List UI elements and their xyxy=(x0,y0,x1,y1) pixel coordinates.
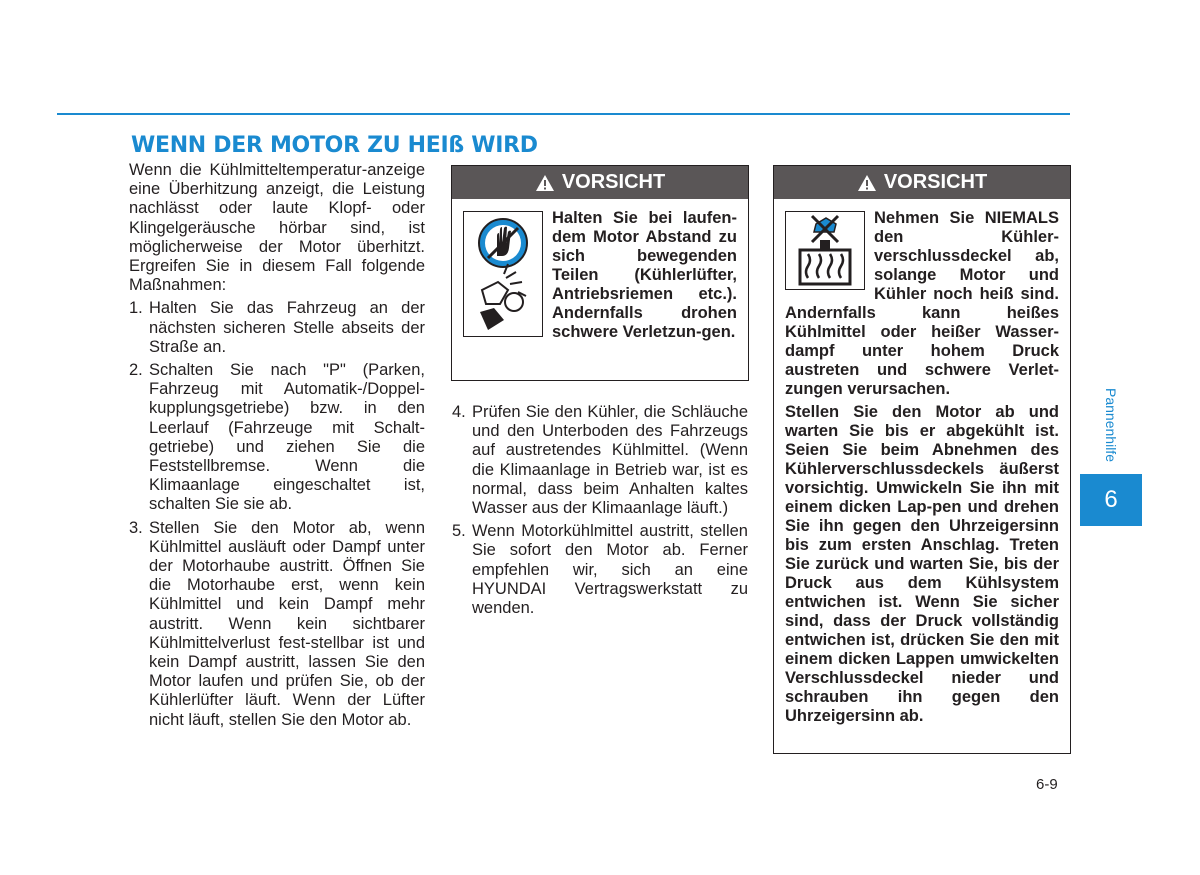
continued-steps-column xyxy=(452,403,748,622)
step-text: Stellen Sie den Motor ab, wenn Kühlmittel ausläuft oder Dampf unter der Motorhaube austritt. Öffnen Sie die Motorhaube erst, wenn kein Kühlmittel und kein Dampf mehr austritt. Wenn kein sichtbarer Kühlmittelverlust fest-stellbar ist und kein Dampf austritt, lassen Sie den Motor laufen und prüfen Sie, ob der Kühlerlüfter läuft. Wenn der Lüfter nicht läuft, stellen Sie den Motor ab. xyxy=(149,518,425,729)
caution-text-2: Stellen Sie den Motor ab und warten Sie bis er abgekühlt ist. Seien Sie beim Abnehmen des Kühlerverschlussdeckels äußerst vorsichtig. Umwickeln Sie ihn mit einem dicken Lap-pen und drehen Sie ihn gegen den Uhrzeigersinn bis zum ersten Anschlag. Treten Sie zurück und warten Sie, bis der Druck aus dem Kühlsystem entwichen ist. Wenn Sie sicher sind, dass der Druck vollständig entwichen ist, drücken Sie den mit einem dicken Lappen umwickelten Verschlussdeckel nieder und schrauben ihn gegen den Uhrzeigersinn ab. xyxy=(785,403,1059,725)
caution-text: Halten Sie bei laufen-dem Motor Abstand zu sich bewegenden Teilen (Kühlerlüfter, Antriebsriemen etc.). Andernfalls drohen schwere Verletzun-gen. xyxy=(552,209,737,341)
step-text: Wenn Motorkühlmittel austritt, stellen Sie sofort den Motor ab. Ferner empfehlen wir, sich an eine HYUNDAI Vertragswerkstatt zu wenden. xyxy=(472,522,748,618)
list-item xyxy=(129,299,425,357)
step-number: 2. xyxy=(129,361,143,380)
section-title: WENN DER MOTOR ZU HEIß WIRD xyxy=(131,133,538,158)
page-number: 6-9 xyxy=(1036,776,1058,793)
step-number: 1. xyxy=(129,299,143,318)
step-number: 5. xyxy=(452,522,466,541)
step-text: Halten Sie das Fahrzeug an der nächsten sicheren Stelle abseits der Straße an. xyxy=(149,299,425,356)
step-number: 4. xyxy=(452,403,466,421)
list-item xyxy=(452,522,748,618)
intro-paragraph: Wenn die Kühlmitteltemperatur-anzeige eine Überhitzung anzeigt, die Leistung nachlässt oder laute Klopf- oder Klingelgeräusche hörbar sind, ist möglicherweise der Motor überhitzt. Ergreifen Sie in diesem Fall folgende Maßnahmen: xyxy=(129,161,425,295)
warning-icon xyxy=(857,174,877,192)
warning-icon xyxy=(535,174,555,192)
chapter-number-tab: 6 xyxy=(1080,474,1142,526)
steps-list-continued xyxy=(452,403,748,618)
hot-radiator-icon xyxy=(785,211,865,290)
steps-list xyxy=(129,299,425,729)
step-text: Schalten Sie nach "P" (Parken, Fahrzeug mit Automatik-/Doppel-kupplungsgetriebe) bzw. in den Leerlauf (Fahrzeuge mit Schalt-getriebe) und ziehen Sie die Feststellbremse. Wenn die Klimaanlage eingeschaltet ist, schalten Sie sie ab. xyxy=(149,361,425,514)
fan-hazard-icon xyxy=(463,211,543,337)
list-item xyxy=(129,361,425,515)
caution-banner xyxy=(452,166,748,199)
list-item xyxy=(452,403,748,518)
header-rule xyxy=(57,113,1070,115)
main-text-column xyxy=(129,161,425,734)
caution-body xyxy=(774,199,1070,736)
chapter-label xyxy=(1097,380,1125,470)
step-text: Prüfen Sie den Kühler, die Schläuche und den Unterboden des Fahrzeugs auf austretendes Kühlmittel. (Wenn die Klimaanlage in Betrieb war, ist es normal, dass beim Anhalten kaltes Wasser aus der Klimaanlage läuft.) xyxy=(472,403,748,518)
step-number: 3. xyxy=(129,518,143,537)
chapter-label-text: Pannenhilfe xyxy=(1103,388,1120,462)
caution-banner xyxy=(774,166,1070,199)
caution-body xyxy=(452,199,748,352)
list-item xyxy=(129,519,425,730)
caution-text-1: Nehmen Sie NIEMALS den Kühler-verschlussdeckel ab, solange Motor und Kühler noch heiß sind. Andernfalls kann heißes Kühlmittel oder heißer Wasser-dampf unter hohem Druck austreten und schwere Verlet-zungen verursachen. xyxy=(785,209,1059,398)
caution-title: VORSICHT xyxy=(561,171,666,193)
caution-box-radiator-cap xyxy=(773,165,1071,754)
caution-box-fan xyxy=(451,165,749,381)
caution-title: VORSICHT xyxy=(883,171,988,193)
